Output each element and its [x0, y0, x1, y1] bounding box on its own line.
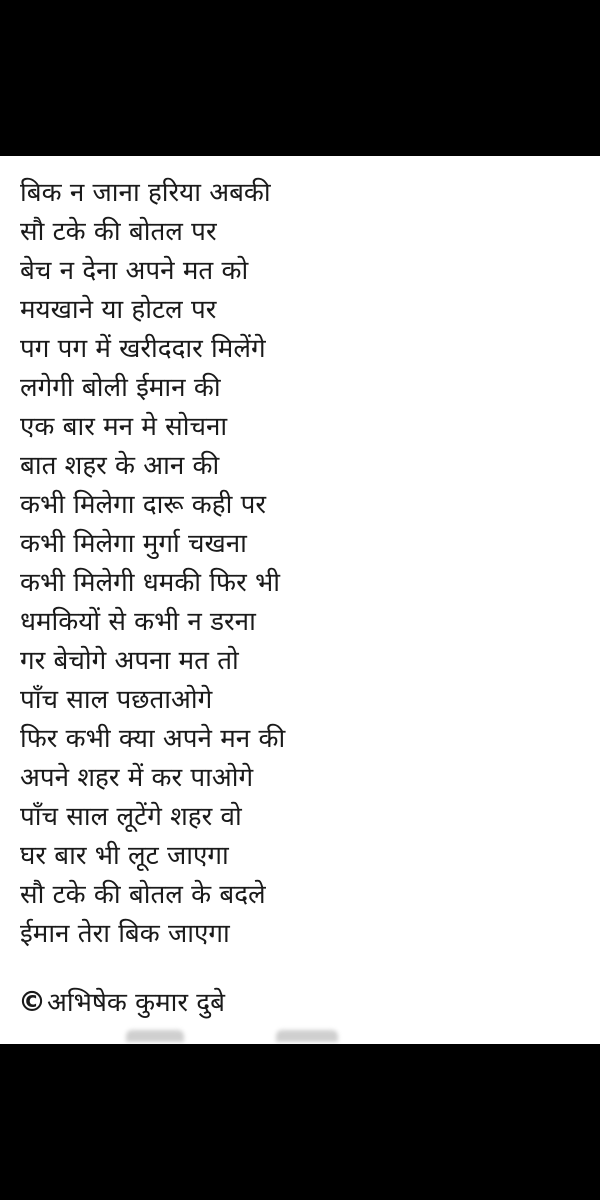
poem-line: कभी मिलेगा मुर्गा चखना: [20, 529, 247, 559]
author-name: अभिषेक कुमार दुबे: [47, 988, 225, 1018]
poem-line: पग पग में खरीददार मिलेंगे: [20, 334, 266, 364]
poem-line: बेच न देना अपने मत को: [20, 256, 249, 286]
poem-line: फिर कभी क्या अपने मन की: [20, 724, 286, 754]
poem-line: अपने शहर में कर पाओगे: [20, 763, 254, 793]
bottom-black-bar: [0, 1044, 600, 1200]
poem-line: घर बार भी लूट जाएगा: [20, 841, 229, 871]
poem-line: कभी मिलेगा दारू कही पर: [20, 490, 266, 520]
poem-line: धमकियों से कभी न डरना: [20, 607, 256, 637]
poem-line: मयखाने या होटल पर: [20, 295, 217, 325]
poem-line: पाँच साल पछताओगे: [20, 685, 213, 715]
author-credit: [18, 982, 225, 1023]
top-black-bar: [0, 0, 600, 156]
cropped-image-fragment: [276, 1030, 338, 1042]
poem-line: सौ टके की बोतल पर: [20, 217, 217, 247]
poem-line: गर बेचोगे अपना मत तो: [20, 646, 239, 676]
poem-line: लगेगी बोली ईमान की: [20, 373, 221, 403]
poem-line: सौ टके की बोतल के बदले: [20, 880, 266, 910]
poem-line: एक बार मन मे सोचना: [20, 412, 228, 442]
copyright-icon: ©: [18, 985, 46, 1018]
poem-text: [20, 174, 580, 954]
cropped-image-fragment: [126, 1030, 184, 1042]
poem-line: ईमान तेरा बिक जाएगा: [20, 919, 230, 949]
poem-line: पाँच साल लूटेंगे शहर वो: [20, 802, 242, 832]
poem-line: कभी मिलेगी धमकी फिर भी: [20, 568, 280, 598]
poem-image: [0, 156, 600, 1044]
poem-line: बात शहर के आन की: [20, 451, 220, 481]
poem-line: बिक न जाना हरिया अबकी: [20, 178, 271, 208]
